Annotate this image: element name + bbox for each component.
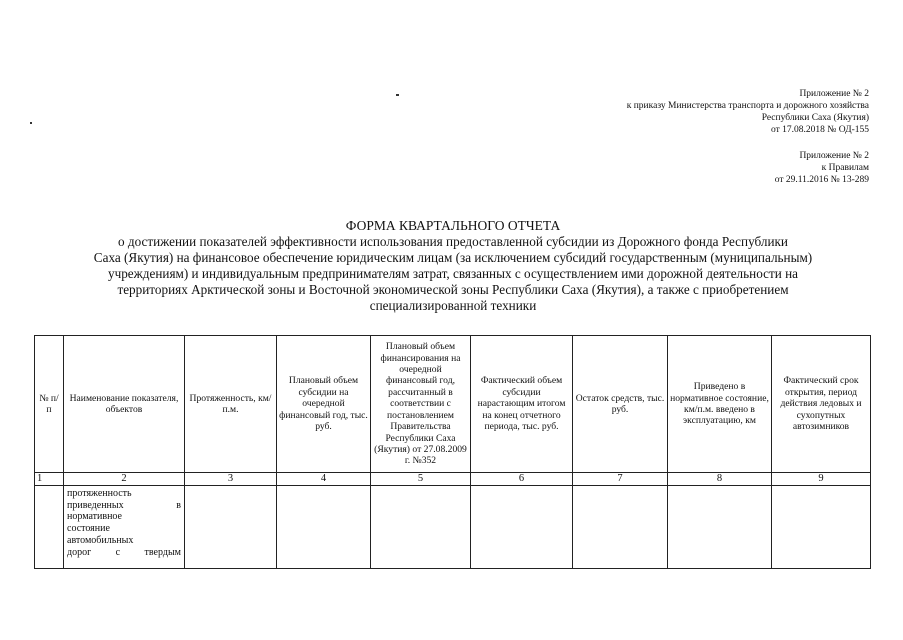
table-cell [371, 486, 471, 569]
table-cell [573, 486, 668, 569]
table-cell [668, 486, 772, 569]
column-number: 8 [668, 473, 772, 486]
appendix-header-ministry-order [627, 88, 869, 136]
appendix-number: Приложение № 2 [799, 151, 869, 161]
title-line: Саха (Якутия) на финансовое обеспечение юридическим лицам (за исключением субсидий государственным (муниципальным) [93, 250, 813, 265]
column-number: 6 [471, 473, 573, 486]
appendix-date: от 17.08.2018 № ОД-155 [771, 125, 869, 135]
column-number: 3 [185, 473, 277, 486]
appendix-region: Республики Саха (Якутия) [761, 113, 869, 123]
form-title: ФОРМА КВАРТАЛЬНОГО ОТЧЕТА [345, 218, 561, 233]
row-description-line: приведенных в [67, 499, 181, 511]
row-description-line: состояние [67, 523, 110, 535]
col-header-winter-roads: Фактический срок открытия, период действия ледовых и сухопутных автозимников [772, 336, 871, 473]
table-header-row [35, 336, 871, 473]
title-line: учреждениям) и индивидуальным предпринимателям затрат, связанных с осуществлением ими дорожной деятельности на [107, 266, 799, 281]
appendix-header-rules [775, 150, 869, 186]
table-cell [471, 486, 573, 569]
row-description-line: нормативное [67, 511, 122, 523]
report-table [34, 335, 871, 569]
appendix-number: Приложение № 2 [799, 89, 869, 99]
col-header-planned-financing: Плановый объем финансирования на очередной финансовый год, рассчитанный в соответствии с постановлением Правительства Республики Саха (Якутия) от 27.08.2009 г. №352 [371, 336, 471, 473]
column-number: 7 [573, 473, 668, 486]
table-cell [185, 486, 277, 569]
column-number: 1 [35, 473, 64, 486]
col-header-name: Наименование показателя, объектов [64, 336, 185, 473]
appendix-rules-ref: к Правилам [821, 163, 869, 173]
title-line: о достижении показателей эффективности использования предоставленной субсидии из Дорожного фонда Республики [117, 234, 788, 249]
col-header-actual-subsidy: Фактический объем субсидии нарастающим итогом на конец отчетного периода, тыс. руб. [471, 336, 573, 473]
row-description-line: протяженность [67, 488, 132, 499]
title-line: специализированной техники [369, 298, 537, 313]
row-description-line: автомобильных [67, 534, 134, 546]
col-header-normalized: Приведено в нормативное состояние, км/п.м. введено в эксплуатацию, км [668, 336, 772, 473]
scan-speck [30, 122, 32, 124]
row-description-line: дорог с твердым [67, 546, 181, 558]
appendix-order-ref: к приказу Министерства транспорта и дорожного хозяйства [626, 101, 869, 111]
row-description [64, 486, 185, 569]
table-cell [35, 486, 64, 569]
table-cell [277, 486, 371, 569]
title-line: территориях Арктической зоны и Восточной экономической зоны Республики Саха (Якутия), а также с приобретением [117, 282, 789, 297]
column-number: 5 [371, 473, 471, 486]
col-header-planned-subsidy: Плановый объем субсидии на очередной финансовый год, тыс. руб. [277, 336, 371, 473]
col-header-remaining-funds: Остаток средств, тыс. руб. [573, 336, 668, 473]
col-header-number: № п/п [35, 336, 64, 473]
column-number: 9 [772, 473, 871, 486]
column-number: 2 [64, 473, 185, 486]
column-number-row [35, 473, 871, 486]
table-row [35, 486, 871, 569]
report-title [30, 218, 876, 314]
appendix-date: от 29.11.2016 № 13-289 [774, 175, 869, 185]
scan-speck [396, 94, 399, 96]
table-cell [772, 486, 871, 569]
column-number: 4 [277, 473, 371, 486]
col-header-length: Протяженность, км/п.м. [185, 336, 277, 473]
